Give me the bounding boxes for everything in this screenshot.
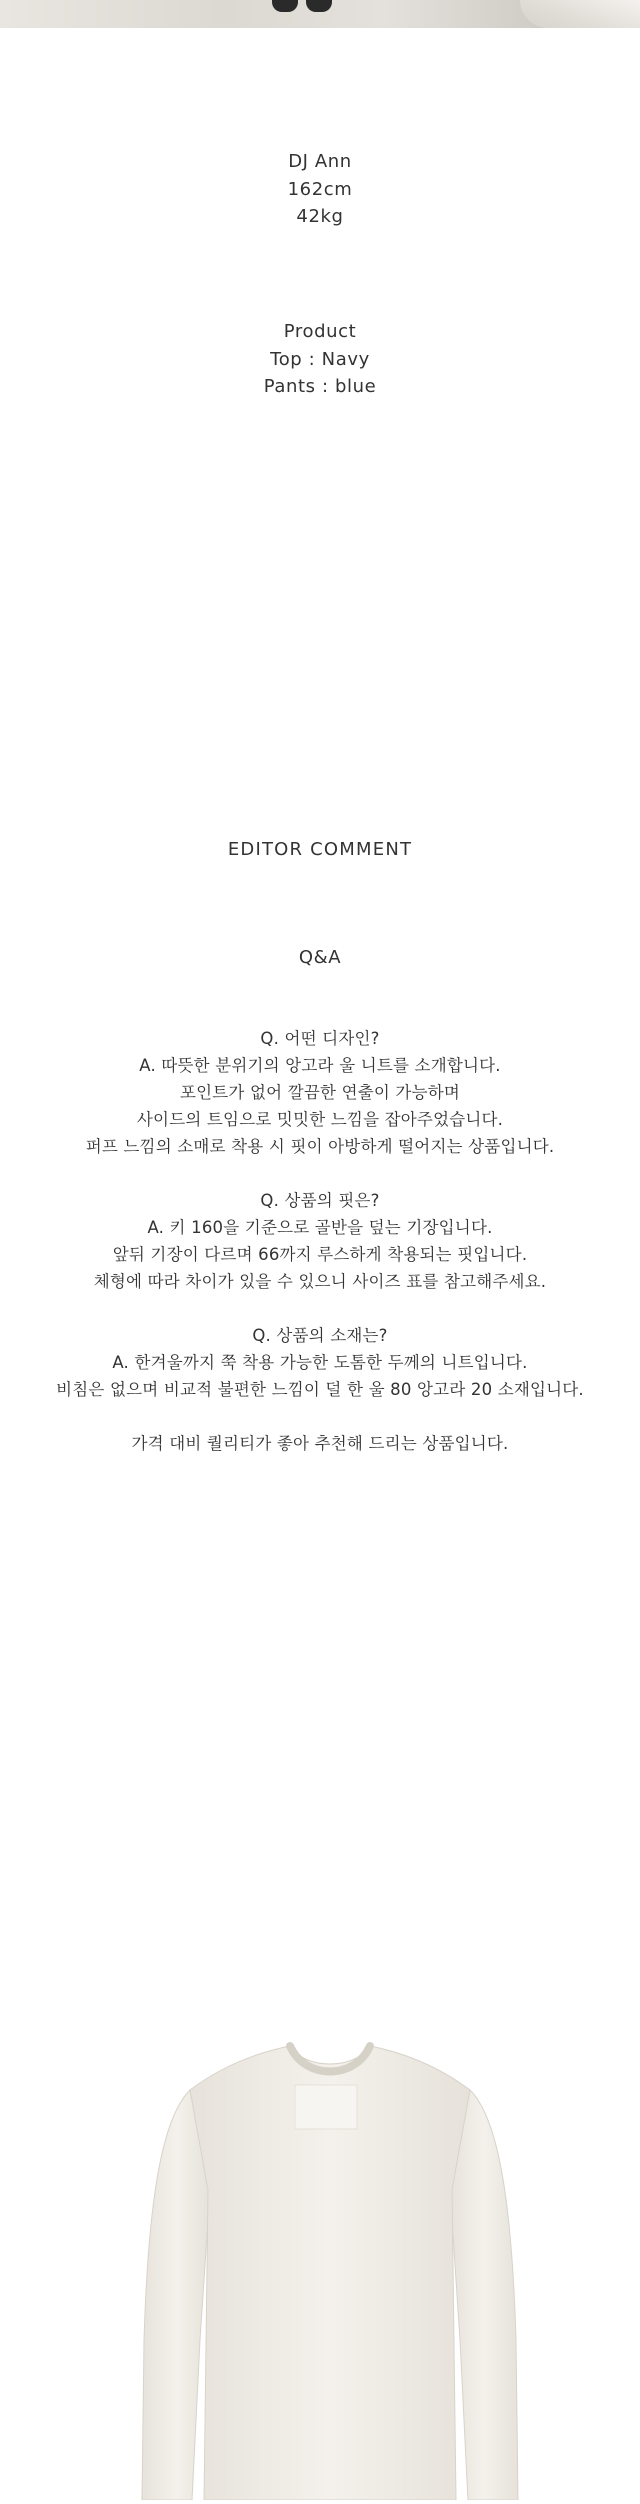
qa-section <box>0 944 640 972</box>
qa-spacer <box>0 1160 640 1187</box>
qa-line: Q. 상품의 핏은? <box>260 1191 380 1210</box>
editor-comment-section <box>0 836 640 864</box>
model-photo-bottom <box>0 0 640 28</box>
qa-spacer <box>0 1295 640 1322</box>
product-pants: Pants : blue <box>263 376 377 397</box>
qa-block-material <box>0 1322 640 1403</box>
model-height: 162cm <box>287 179 353 200</box>
product-info <box>0 318 640 400</box>
qa-block-recommend <box>0 1430 640 1457</box>
left-sleeve <box>142 2090 210 2500</box>
qa-line: A. 키 160을 기준으로 골반을 덮는 기장입니다. <box>147 1218 493 1237</box>
model-name: DJ Ann <box>288 151 352 172</box>
qa-body <box>0 1025 640 1457</box>
qa-line: 체형에 따라 차이가 있을 수 있으니 사이즈 표를 참고해주세요. <box>93 1272 547 1291</box>
qa-line: A. 한겨울까지 쭉 착용 가능한 도톰한 두께의 니트입니다. <box>112 1353 528 1372</box>
sweater-illustration <box>130 2010 530 2500</box>
photo-fabric <box>520 0 640 28</box>
qa-spacer <box>0 1403 640 1430</box>
product-heading: Product <box>283 321 357 342</box>
qa-line: 앞뒤 기장이 다르며 66까지 루스하게 착용되는 핏입니다. <box>112 1245 528 1264</box>
qa-heading: Q&A <box>298 947 342 968</box>
model-info <box>0 148 640 230</box>
qa-line: Q. 어떤 디자인? <box>260 1029 380 1048</box>
inner-label <box>295 2085 357 2129</box>
qa-line: 포인트가 없어 깔끔한 연출이 가능하며 <box>179 1083 460 1102</box>
qa-block-fit <box>0 1187 640 1295</box>
product-top: Top : Navy <box>270 349 370 370</box>
qa-line: A. 따뜻한 분위기의 앙고라 울 니트를 소개합니다. <box>139 1056 501 1075</box>
qa-line: 가격 대비 퀄리티가 좋아 추천해 드리는 상품입니다. <box>131 1434 509 1453</box>
left-shoe <box>272 0 298 12</box>
qa-line: Q. 상품의 소재는? <box>252 1326 388 1345</box>
model-weight: 42kg <box>296 206 344 227</box>
editor-comment-heading: EDITOR COMMENT <box>227 839 413 860</box>
qa-line: 사이드의 트임으로 밋밋한 느낌을 잡아주었습니다. <box>136 1110 504 1129</box>
qa-block-design <box>0 1025 640 1160</box>
qa-line: 퍼프 느낌의 소매로 착용 시 핏이 아방하게 떨어지는 상품입니다. <box>85 1137 555 1156</box>
qa-line: 비침은 없으며 비교적 불편한 느낌이 덜 한 울 80 앙고라 20 소재입니다. <box>56 1380 584 1399</box>
right-shoe <box>306 0 332 12</box>
product-image-sweater <box>130 2010 530 2500</box>
right-sleeve <box>450 2090 518 2500</box>
